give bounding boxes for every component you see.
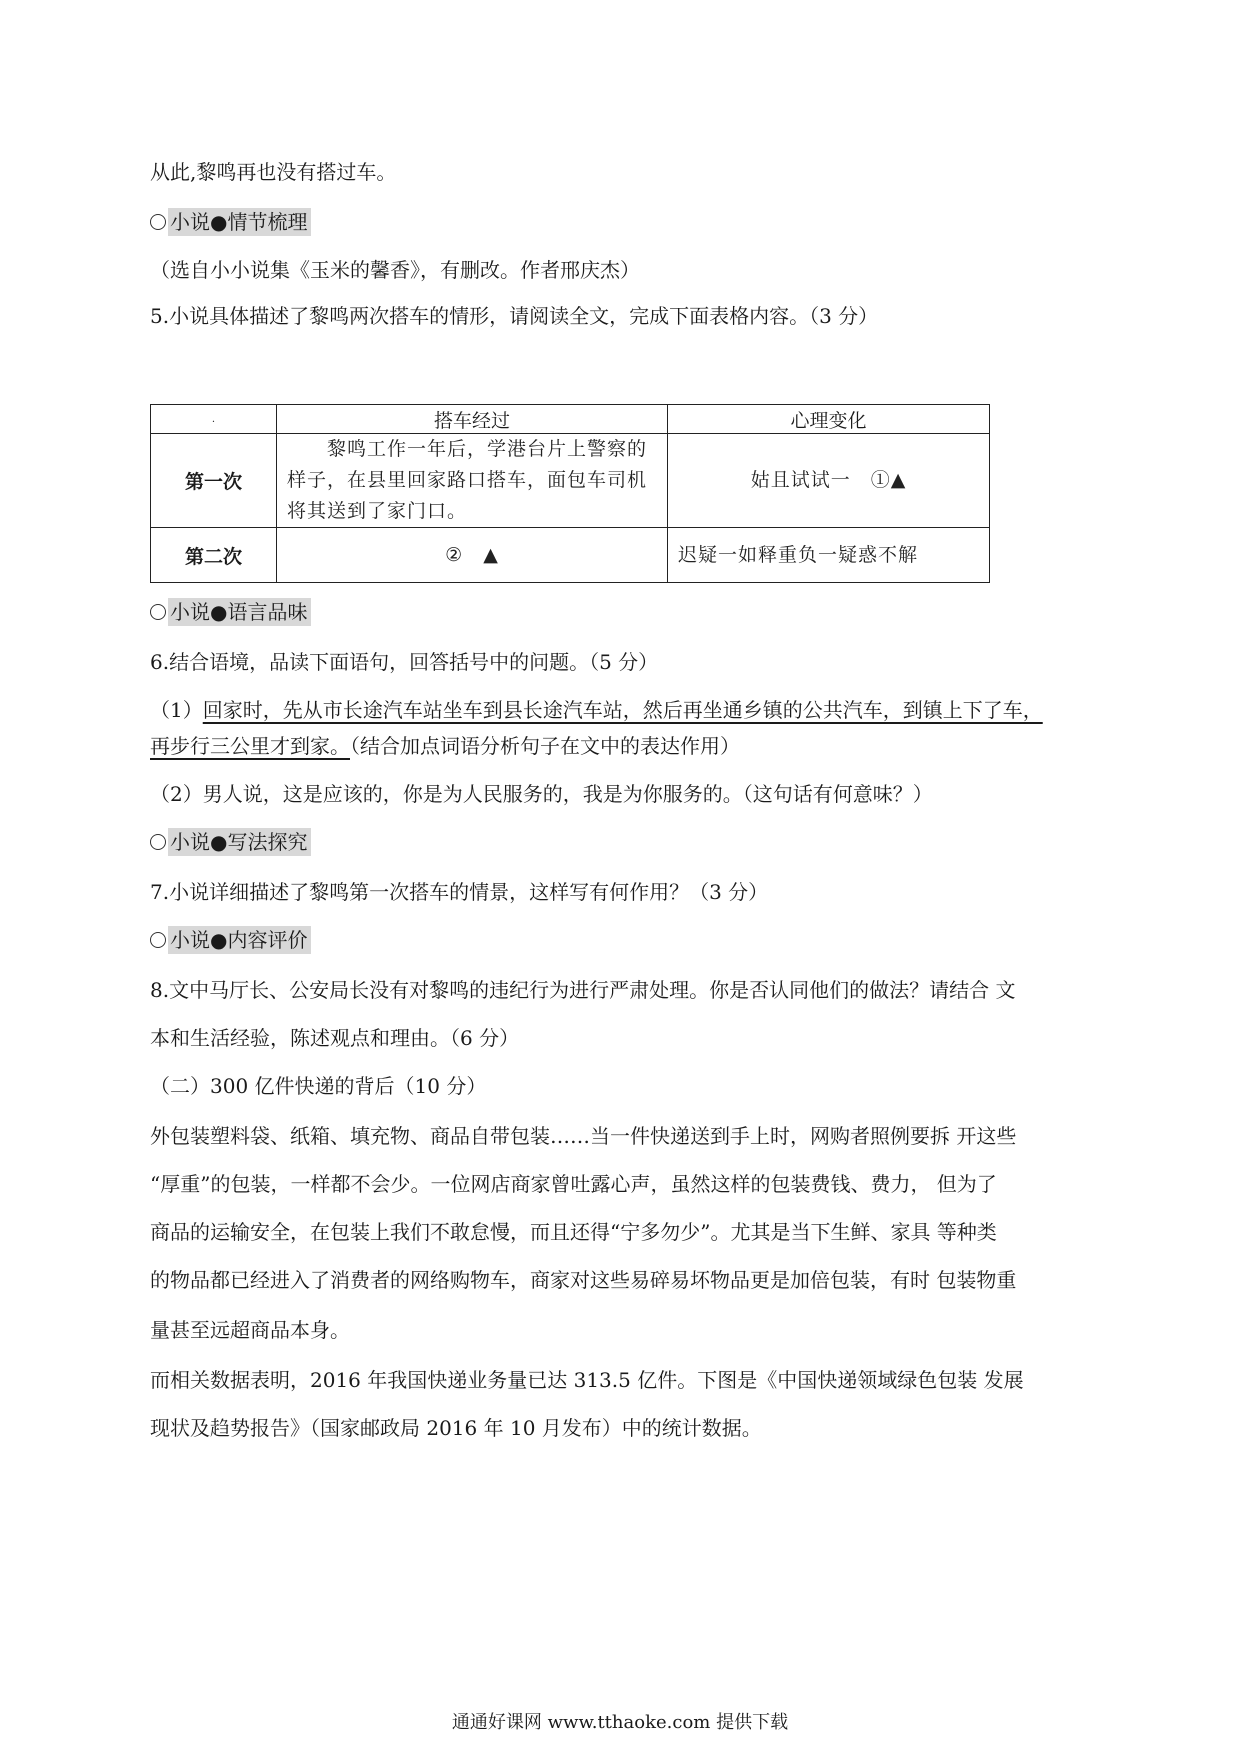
circle-icon bbox=[150, 604, 166, 620]
second-ride-psych: 迟疑一如释重负一疑惑不解 bbox=[668, 528, 990, 583]
table-row bbox=[151, 528, 990, 583]
intro-line: 从此,黎鸣再也没有搭过车。 bbox=[150, 160, 397, 184]
paragraph-line: 的物品都已经进入了消费者的网络购物车，商家对这些易碎易坏物品更是加倍包装，有时 包装物重 bbox=[150, 1268, 1017, 1292]
paragraph-line: 量甚至远超商品本身。 bbox=[150, 1318, 350, 1342]
source-line: （选自小小说集《玉米的馨香》，有删改。作者邢庆杰） bbox=[150, 258, 640, 282]
circle-icon bbox=[150, 214, 166, 230]
tag-label: 小说●写法探究 bbox=[168, 828, 311, 856]
question-6: 6.结合语境，品读下面语句，回答括号中的问题。（5 分） bbox=[150, 650, 659, 674]
tag-label: 小说●内容评价 bbox=[168, 926, 311, 954]
answer-table bbox=[150, 404, 990, 583]
q6-1-underlined-sentence: 回家时，先从市长途汽车站坐车到县长途汽车站，然后再坐通乡镇的公共汽车，到镇上下了车， bbox=[202, 698, 1043, 722]
q6-1-number: （1） bbox=[150, 698, 203, 722]
section-tag-content bbox=[150, 924, 311, 956]
paragraph-line: 商品的运输安全，在包装上我们不敢怠慢，而且还得“宁多勿少”。尤其是当下生鲜、家具 等种类 bbox=[150, 1220, 997, 1244]
question-6-2: （2）男人说，这是应该的，你是为人民服务的，我是为你服务的。（这句话有何意味？） bbox=[150, 782, 933, 806]
q6-1-underlined-end: 再步行三公里才到家。 bbox=[150, 734, 350, 758]
question-5: 5.小说具体描述了黎鸣两次搭车的情形，请阅读全文，完成下面表格内容。（3 分） bbox=[150, 304, 879, 328]
question-6-1 bbox=[150, 696, 1043, 724]
paragraph-line: 现状及趋势报告》（国家邮政局 2016 年 10 月发布）中的统计数据。 bbox=[150, 1416, 762, 1440]
paragraph-line: “厚重”的包装，一样都不会少。一位网店商家曾吐露心声，虽然这样的包装费钱、费力， 但为了 bbox=[150, 1172, 997, 1196]
tag-label: 小说●情节梳理 bbox=[168, 208, 311, 236]
first-ride-process: 黎鸣工作一年后，学港台片上警察的样子，在县里回家路口搭车，面包车司机将其送到了家门口。 bbox=[277, 434, 668, 528]
question-8: 8.文中马厅长、公安局长没有对黎鸣的违纪行为进行严肃处理。你是否认同他们的做法？请结合 文 bbox=[150, 978, 1016, 1002]
row-label-first: 第一次 bbox=[151, 434, 277, 528]
section-tag-language bbox=[150, 596, 311, 628]
second-ride-process: ② ▲ bbox=[277, 528, 668, 583]
section-tag-writing bbox=[150, 826, 311, 858]
tag-label: 小说●语言品味 bbox=[168, 598, 311, 626]
circle-icon bbox=[150, 932, 166, 948]
paragraph-line: 外包装塑料袋、纸箱、填充物、商品自带包装……当一件快递送到手上时，网购者照例要拆 开这些 bbox=[150, 1124, 1017, 1148]
circle-icon bbox=[150, 834, 166, 850]
table-corner: . bbox=[151, 405, 277, 434]
question-8-cont: 本和生活经验，陈述观点和理由。（6 分） bbox=[150, 1026, 520, 1050]
header-process: 搭车经过 bbox=[277, 405, 668, 434]
footer-watermark: 通通好课网 www.tthaoke.com 提供下载 bbox=[451, 1712, 789, 1733]
table-header-row bbox=[151, 405, 990, 434]
question-7: 7.小说详细描述了黎鸣第一次搭车的情景，这样写有何作用？（3 分） bbox=[150, 880, 769, 904]
first-ride-psych: 姑且试试一 ①▲ bbox=[668, 434, 990, 528]
q6-1-instruction: （结合加点词语分析句子在文中的表达作用） bbox=[350, 734, 740, 758]
paragraph-line: 而相关数据表明，2016 年我国快递业务量已达 313.5 亿件。下图是《中国快递领域绿色包装 发展 bbox=[150, 1368, 1024, 1392]
table-row bbox=[151, 434, 990, 528]
section-tag-plot bbox=[150, 206, 311, 238]
header-psych: 心理变化 bbox=[668, 405, 990, 434]
question-6-1-cont bbox=[150, 732, 740, 760]
row-label-second: 第二次 bbox=[151, 528, 277, 583]
section-2-heading: （二）300 亿件快递的背后（10 分） bbox=[150, 1074, 487, 1098]
